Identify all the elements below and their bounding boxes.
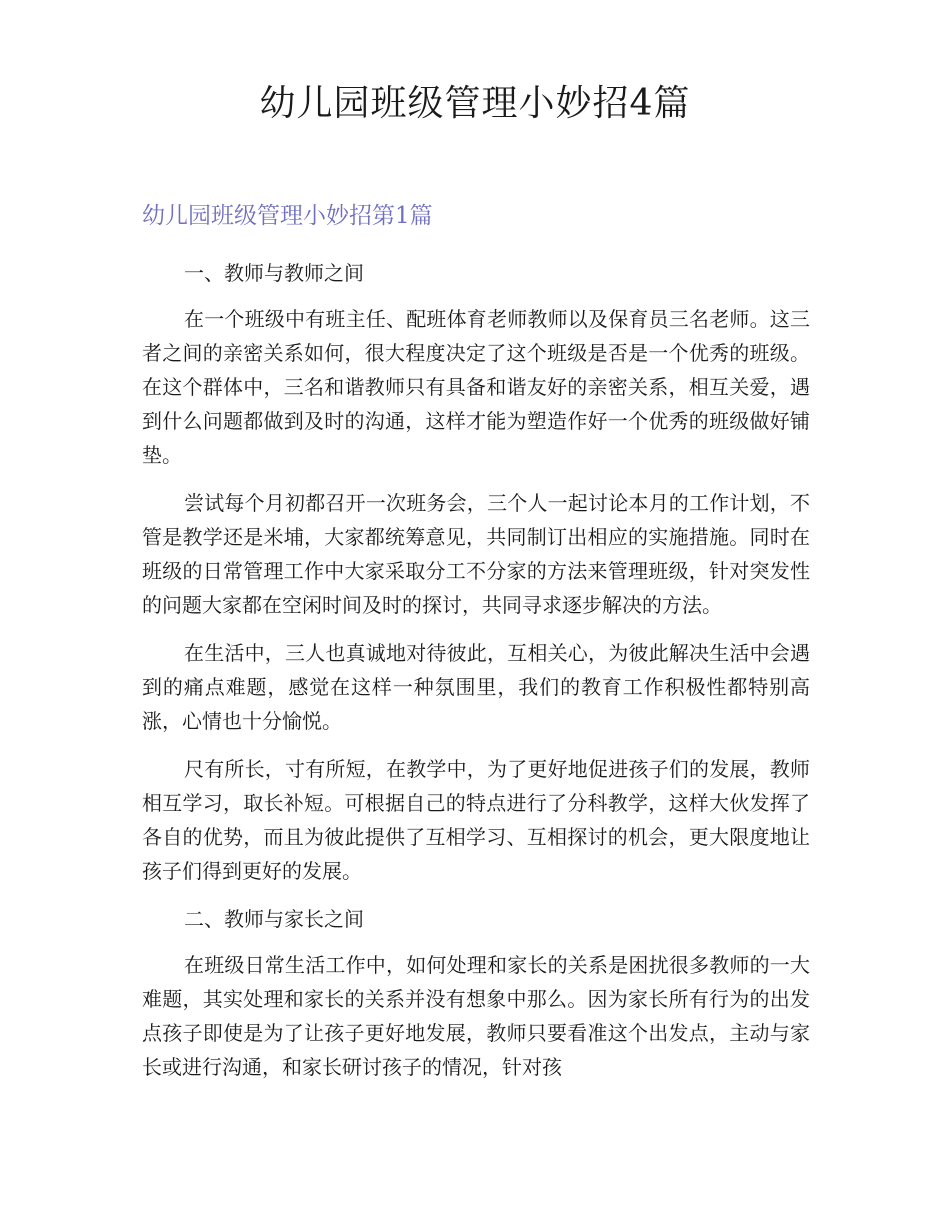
paragraph: 尝试每个月初都召开一次班务会，三个人一起讨论本月的工作计划，不管是教学还是米埔，大家都统筹意见，共同制订出相应的实施措施。同时在班级的日常管理工作中大家采取分工不分家的方法来管理班级，针对突发性的问题大家都在空闲时间及时的探讨，共同寻求逐步解决的方法。	[142, 491, 810, 617]
paragraph: 在班级日常生活工作中，如何处理和家长的关系是困扰很多教师的一大难题，其实处理和家长的关系并没有想象中那么。因为家长所有行为的出发点孩子即使是为了让孩子更好地发展，教师只要看准这个出发点，主动与家长或进行沟通，和家长研讨孩子的情况，针对孩	[142, 953, 810, 1079]
subheading-teachers: 一、教师与教师之间	[184, 261, 364, 285]
document-title: 幼儿园班级管理小妙招4篇	[259, 83, 691, 124]
paragraph: 尺有所长，寸有所短，在教学中，为了更好地促进孩子们的发展，教师相互学习，取长补短。可根据自己的特点进行了分科教学，这样大伙发挥了各自的优势，而且为彼此提供了互相学习、互相探讨的机会，更大限度地让孩子们得到更好的发展。	[142, 757, 810, 883]
paragraph: 在生活中，三人也真诚地对待彼此，互相关心，为彼此解决生活中会遇到的痛点难题，感觉在这样一种氛围里，我们的教育工作积极性都特别高涨，心情也十分愉悦。	[142, 641, 810, 733]
subheading-parents: 二、教师与家长之间	[184, 907, 364, 931]
section-heading: 幼儿园班级管理小妙招第1篇	[142, 203, 433, 229]
paragraph: 在一个班级中有班主任、配班体育老师教师以及保育员三名老师。这三者之间的亲密关系如何，很大程度决定了这个班级是否是一个优秀的班级。在这个群体中，三名和谐教师只有具备和谐友好的亲密关系，相互关爱，遇到什么问题都做到及时的沟通，这样才能为塑造作好一个优秀的班级做好铺垫。	[142, 307, 810, 467]
document-body	[142, 256, 810, 1098]
